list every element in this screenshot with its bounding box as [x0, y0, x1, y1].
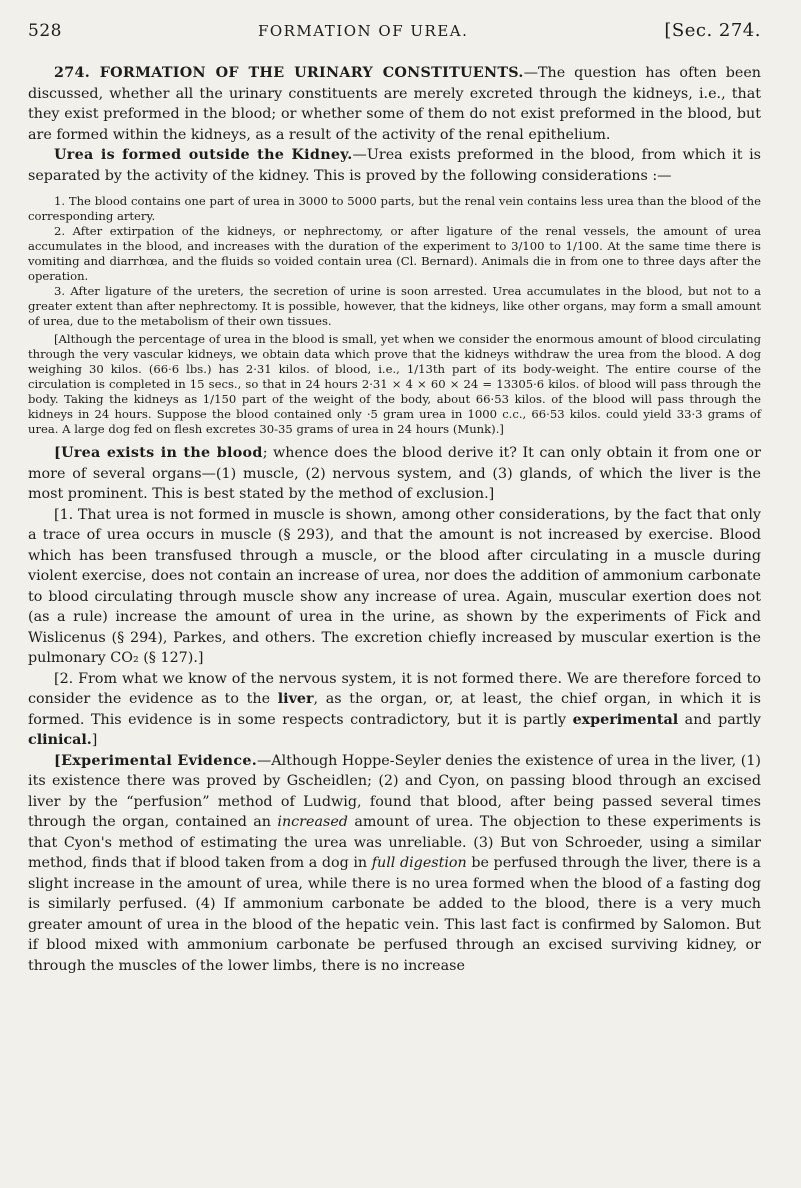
blood-heading: [Urea exists in the blood [54, 445, 263, 461]
nervous-paragraph [28, 669, 761, 751]
liver-term: liver [277, 691, 314, 707]
experimental-heading: [Experimental Evidence. [54, 752, 257, 769]
nervous-text-a: [2. From what we know of the nervous system, it is not formed there. We are therefore forced to consider the evidence as to the [28, 670, 761, 707]
experimental-text-c: be perfused through the liver, there is a slight increase in the amount of urea, while there is no urea formed when the blood of a fasting dog is similarly perfused. (4) If ammonium carbonate be added to the blood, there is a very much greater amount of urea in the blood of the hepatic vein. This last fact is confirmed by Salomon. But if blood mixed with ammonium carbonate be perfused through an excised surviving kidney, or through the muscles of the lower limbs, there is no increase [28, 855, 761, 974]
urea-outside-text: —Urea exists preformed in the blood, from which it is separated by the activity of the kidney. This is proved by the following considerations :— [28, 147, 761, 184]
running-title: FORMATION OF UREA. [257, 22, 469, 40]
full-digestion-term: full digestion [371, 855, 467, 871]
consideration-3: 3. After ligature of the ureters, the secretion of urine is soon arrested. Urea accumulates in the blood, but not to a greater extent than after nephrectomy. It is possible, however, that the kidneys, like other organs, may form a small amount of urea, due to the metabolism of their own tissues. [28, 284, 761, 328]
running-head [28, 20, 761, 41]
experimental-term: experimental [572, 711, 679, 728]
intro-paragraph [28, 63, 761, 145]
consideration-1: 1. The blood contains one part of urea in 3000 to 5000 parts, but the renal vein contains less urea than the blood of the corresponding artery. [28, 194, 761, 223]
intro-text: —The question has often been discussed, whether all the urinary constituents are merely excreted through the kidneys, i.e., that they exist preformed in the blood; or whether some of them do not exist preformed in the blood, but are formed within the kidneys, as a result of the activity of the renal epithelium. [28, 65, 761, 143]
circulation-note: [Although the percentage of urea in the blood is small, yet when we consider the enormous amount of blood circulating through the very vascular kidneys, we obtain data which prove that the kidneys withdraw the urea from the blood. A dog weighing 30 kilos. (66·6 lbs.) has 2·31 kilos. of blood, i.e., 1/13th part of its body-weight. The entire course of the circulation is completed in 15 secs., so that in 24 hours 2·31 × 4 × 60 × 24 = 13305·6 kilos. of blood will pass through the body. Taking the kidneys as 1/150 part of the weight of the body, about 66·53 kilos. of the blood will pass through the kidneys in 24 hours. Suppose the blood contained only ·5 gram urea in 1000 c.c., 66·53 kilos. could yield 33·3 grams of urea. A large dog fed on flesh excretes 30-35 grams of urea in 24 hours (Munk).] [28, 332, 761, 436]
nervous-text-d: ] [91, 732, 98, 748]
nervous-text-b: , as the organ, or, at least, the chief organ, in which it is formed. This evidence is in some respects contradictory, but it is partly [28, 691, 762, 728]
urea-outside-paragraph [28, 145, 761, 186]
experimental-text-b: amount of urea. The objection to these experiments is that Cyon's method of estimating the urea was unreliable. (3) But von Schroeder, using a similar method, finds that if blood taken from a dog in [28, 814, 762, 871]
page-number: 528 [28, 21, 62, 41]
urea-outside-heading: Urea is formed outside the Kidney. [54, 147, 353, 163]
clinical-term: clinical. [28, 732, 92, 748]
muscle-paragraph: [1. That urea is not formed in muscle is shown, among other considerations, by the fact that only a trace of urea occurs in muscle (§ 293), and that the amount is not increased by exercise. Blood which has been transfused through a muscle, or the blood after circulating in a muscle during violent exercise, does not contain an increase of urea, nor does the addition of ammonium carbonate to blood circulating through muscle show any increase of urea. Again, muscular exertion does not (as a rule) increase the amount of urea in the urine, as shown by the experiments of Fick and Wislicenus (§ 294), Parkes, and others. The excretion chiefly increased by muscular exertion is the pulmonary CO₂ (§ 127).] [28, 506, 761, 666]
experimental-paragraph [28, 751, 761, 977]
consideration-2: 2. After extirpation of the kidneys, or nephrectomy, or after ligature of the renal vessels, the amount of urea accumulates in the blood, and increases with the duration of the experiment to 3/100 to 1/100. At the same time there is vomiting and diarrhœa, and the fluids so voided contain urea (Cl. Bernard). Animals die in from one to three days after the operation. [28, 224, 761, 283]
nervous-text-c: and partly [678, 711, 761, 728]
blood-paragraph [28, 443, 761, 505]
experimental-text-a: —Although Hoppe-Seyler denies the existence of urea in the liver, (1) its existence there was proved by Gscheidlen; (2) and Cyon, on passing blood through an excised liver by the “perfusion” method of Ludwig, found that blood, after being passed several times through the organ, contained an [28, 752, 762, 830]
section-heading: 274. FORMATION OF THE URINARY CONSTITUENTS. [54, 65, 524, 81]
section-label: [Sec. 274. [664, 20, 761, 41]
increased-term: increased [277, 814, 348, 830]
blood-text: ; whence does the blood derive it? It can only obtain it from one or more of several organs—(1) muscle, (2) nervous system, and (3) glands, of which the liver is the most prominent. This is best stated by the method of exclusion.] [28, 445, 761, 502]
